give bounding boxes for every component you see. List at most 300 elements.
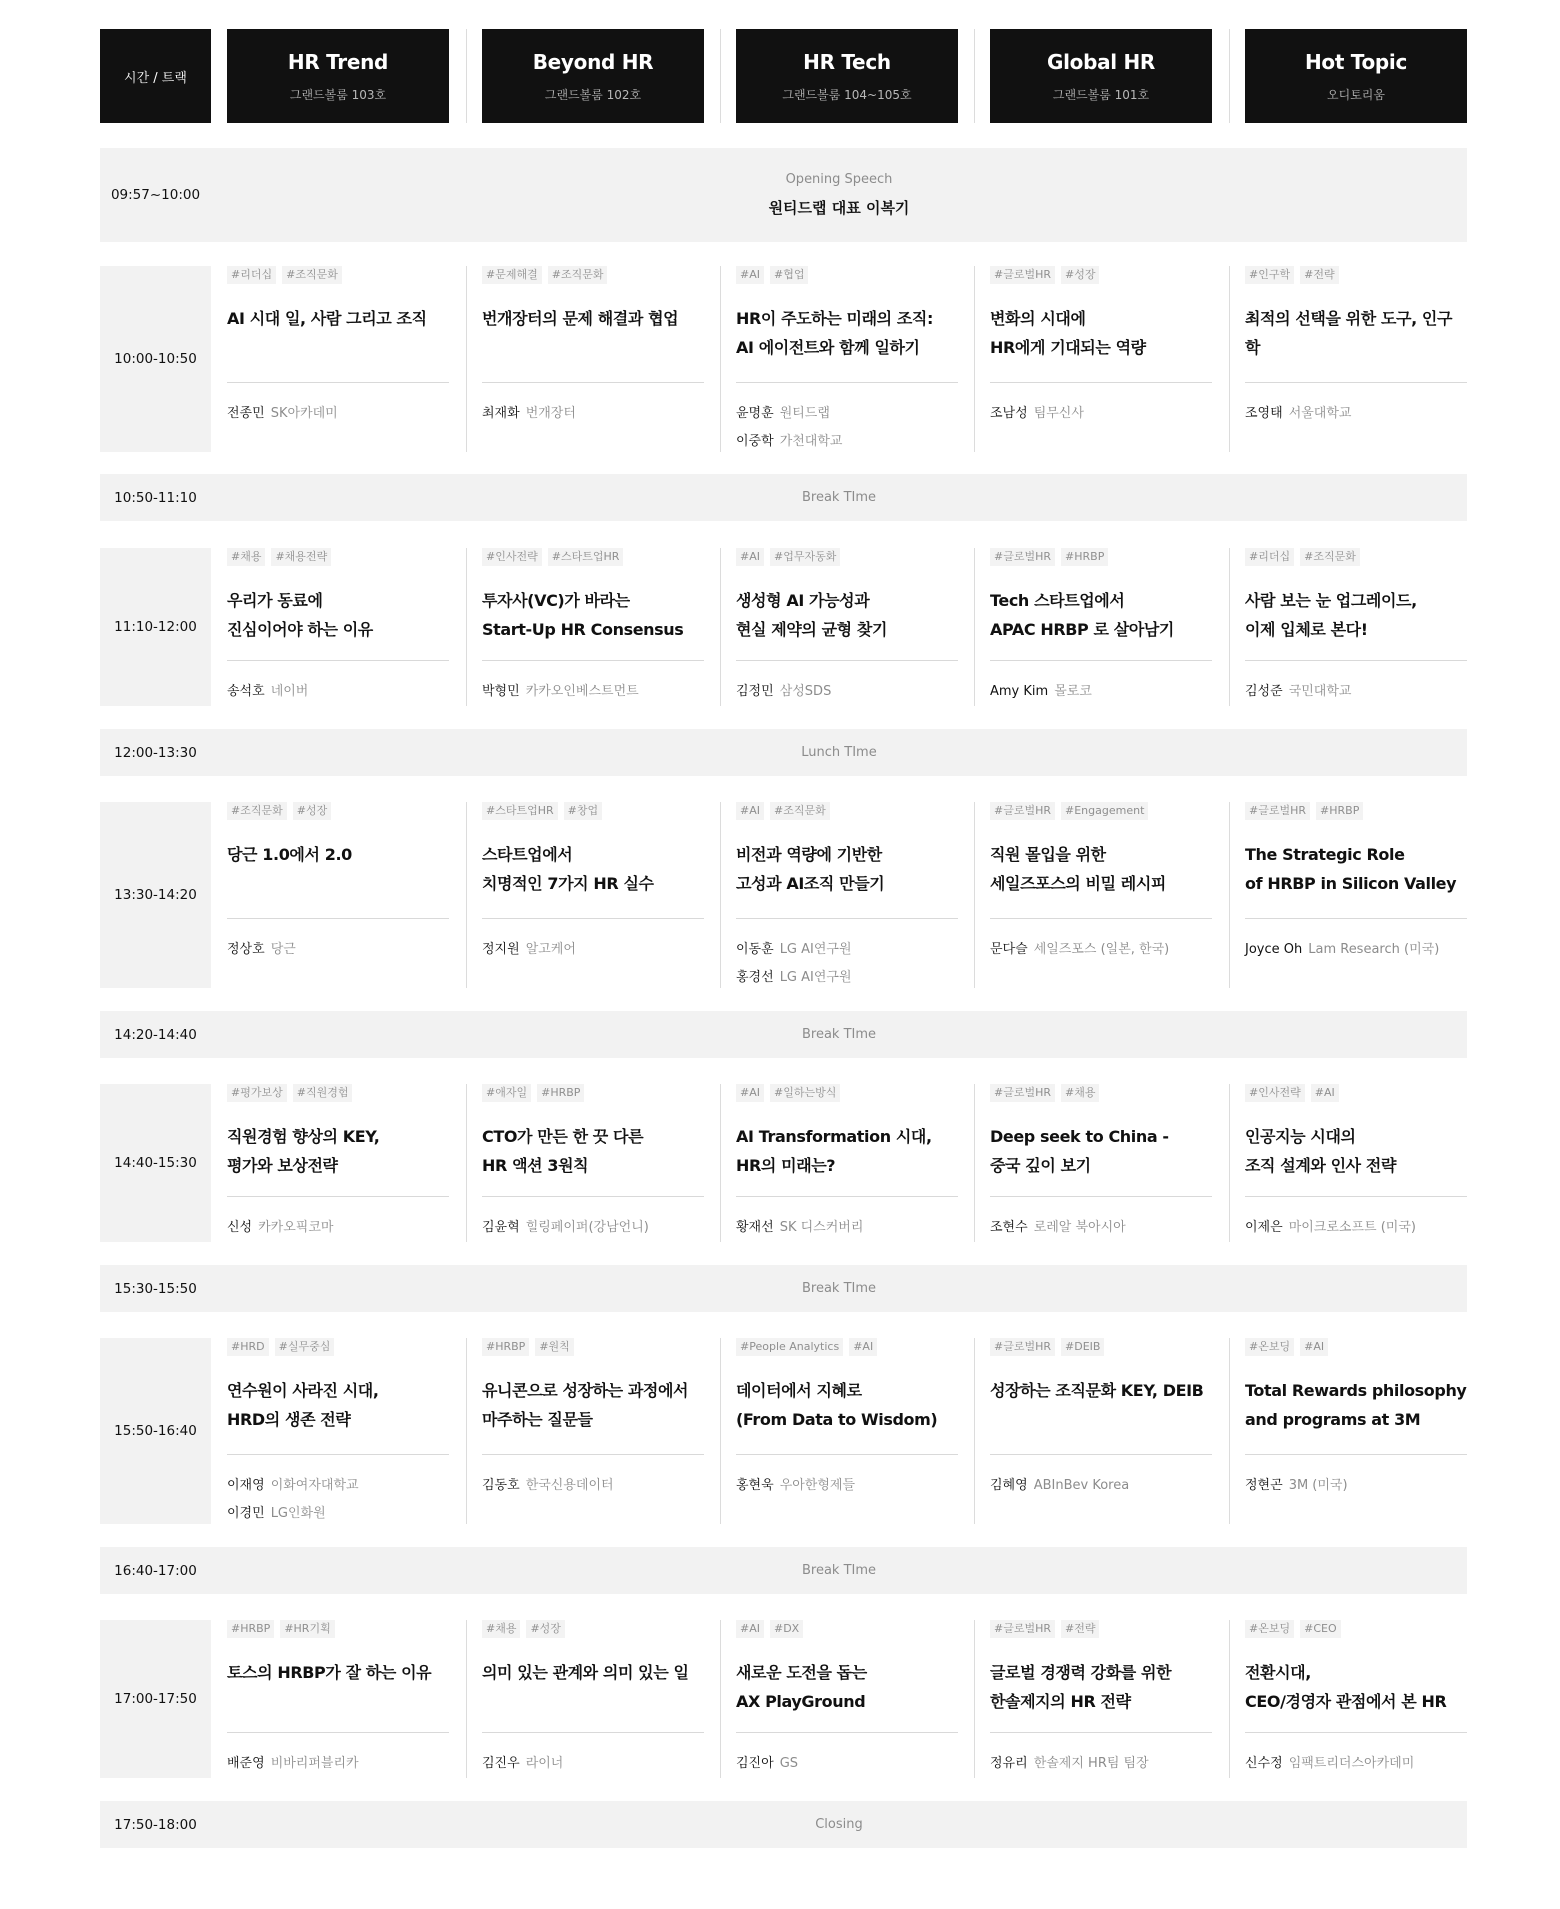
speaker-org: 팀무신사 — [1033, 406, 1084, 421]
speaker — [482, 678, 704, 706]
session-title[interactable]: HR이 주도하는 미래의 조직: AI 에이전트와 함께 일하기 — [736, 309, 933, 357]
break-label: Break TIme — [801, 1027, 877, 1042]
tag-chip[interactable]: #HRBP — [482, 1338, 529, 1356]
time-cell: 15:30-15:50 — [114, 1280, 197, 1297]
speaker-name: 박형민 — [482, 684, 520, 699]
tag-chip[interactable]: #조직문화 — [1300, 548, 1360, 566]
speaker-org: GS — [779, 1756, 799, 1771]
speaker — [990, 1750, 1212, 1778]
title-divider — [990, 1196, 1212, 1197]
session-card[interactable] — [736, 1620, 958, 1778]
title-divider — [1245, 1732, 1467, 1733]
speaker-org: 세일즈포스 (일본, 한국) — [1033, 942, 1170, 957]
session-card[interactable] — [990, 1620, 1212, 1778]
title-divider — [482, 1732, 704, 1733]
session-card[interactable] — [227, 548, 449, 706]
tag-chip[interactable]: #HRD — [227, 1338, 269, 1356]
tag-list — [736, 548, 958, 568]
session-card[interactable] — [736, 1338, 958, 1524]
session-title[interactable]: 성장하는 조직문화 KEY, DEIB — [990, 1381, 1204, 1400]
tag-chip[interactable]: #실무중심 — [275, 1338, 335, 1356]
tag-chip[interactable]: #DEIB — [1061, 1338, 1104, 1356]
tag-chip[interactable]: #글로벌HR — [990, 1620, 1055, 1638]
track-header-5[interactable] — [1245, 29, 1467, 123]
tag-list — [482, 1338, 704, 1358]
session-title[interactable]: 사람 보는 눈 업그레이드, 이제 입체로 본다! — [1245, 591, 1417, 639]
track-header-2[interactable] — [482, 29, 704, 123]
session-title[interactable]: 글로벌 경쟁력 강화를 위한 한솔제지의 HR 전략 — [990, 1663, 1172, 1711]
speaker-org: LG AI연구원 — [779, 970, 852, 985]
tag-chip[interactable]: #Engagement — [1061, 802, 1148, 820]
title-divider — [736, 918, 958, 919]
break-row — [100, 729, 1467, 776]
speaker — [1245, 936, 1467, 964]
speaker — [736, 678, 958, 706]
session-title[interactable]: 변화의 시대에 HR에게 기대되는 역량 — [990, 309, 1146, 357]
speaker-name: 김윤혁 — [482, 1220, 520, 1235]
tag-chip[interactable]: #전략 — [1300, 266, 1338, 284]
session-card[interactable] — [482, 266, 704, 452]
opening-row — [100, 148, 1467, 242]
session-row — [100, 802, 1467, 988]
time-track-header: 시간 / 트랙 — [100, 29, 211, 123]
tag-chip[interactable]: #AI — [736, 1084, 764, 1102]
tag-chip[interactable]: #글로벌HR — [990, 802, 1055, 820]
break-row — [100, 1547, 1467, 1594]
speaker-name: 신성 — [227, 1220, 253, 1235]
speaker-org: 로레알 북아시아 — [1033, 1220, 1126, 1235]
tag-chip[interactable]: #원칙 — [535, 1338, 573, 1356]
speaker-org: ABInBev Korea — [1033, 1478, 1130, 1493]
title-divider — [227, 660, 449, 661]
speaker-org: 라이너 — [525, 1756, 564, 1771]
tag-list — [227, 1620, 449, 1640]
speaker-org: 원티드랩 — [779, 406, 830, 421]
track-header-3[interactable] — [736, 29, 958, 123]
title-divider — [227, 918, 449, 919]
session-row — [100, 1620, 1467, 1778]
time-cell: 09:57~10:00 — [110, 187, 201, 203]
speaker — [1245, 1750, 1467, 1778]
tag-chip[interactable]: #글로벌HR — [990, 1084, 1055, 1102]
time-cell: 17:50-18:00 — [114, 1816, 197, 1833]
speaker-org: LG AI연구원 — [779, 942, 852, 957]
tag-chip[interactable]: #협업 — [770, 266, 808, 284]
tag-chip[interactable]: #CEO — [1300, 1620, 1341, 1638]
speaker — [227, 1750, 449, 1778]
time-cell: 17:00-17:50 — [100, 1620, 211, 1778]
speaker — [227, 1500, 449, 1528]
tag-chip[interactable]: #HRBP — [1316, 802, 1363, 820]
tag-chip[interactable]: #전략 — [1061, 1620, 1099, 1638]
session-title[interactable]: The Strategic Role of HRBP in Silicon Valley — [1245, 845, 1457, 893]
title-divider — [990, 660, 1212, 661]
speaker-name: 정유리 — [990, 1756, 1028, 1771]
tag-chip[interactable]: #HR기획 — [280, 1620, 334, 1638]
title-divider — [736, 660, 958, 661]
speaker-name: 이경민 — [227, 1506, 265, 1521]
session-row — [100, 1338, 1467, 1524]
speaker — [227, 400, 449, 428]
session-title[interactable]: 비전과 역량에 기반한 고성과 AI조직 만들기 — [736, 845, 885, 893]
speaker — [482, 1750, 704, 1778]
session-title[interactable]: 생성형 AI 가능성과 현실 제약의 균형 찾기 — [736, 591, 888, 639]
break-label: Break TIme — [801, 490, 877, 505]
session-card[interactable] — [990, 1338, 1212, 1524]
tag-list — [990, 548, 1212, 568]
session-card[interactable] — [1245, 1620, 1467, 1778]
speaker-name: 문다슬 — [990, 942, 1028, 957]
tag-chip[interactable]: #성장 — [526, 1620, 564, 1638]
session-title[interactable]: 스타트업에서 치명적인 7가지 HR 실수 — [482, 845, 654, 893]
session-card[interactable] — [227, 802, 449, 988]
session-card[interactable] — [990, 266, 1212, 452]
speaker — [736, 400, 958, 428]
column-divider — [974, 548, 975, 706]
speaker-name: 윤명훈 — [736, 406, 774, 421]
tag-list — [482, 266, 704, 286]
speaker — [1245, 678, 1467, 706]
tag-chip[interactable]: #HRBP — [537, 1084, 584, 1102]
session-card[interactable] — [1245, 548, 1467, 706]
column-divider — [466, 802, 467, 988]
column-divider — [1229, 802, 1230, 988]
session-title[interactable]: CTO가 만든 한 끗 다른 HR 액션 3원칙 — [482, 1127, 644, 1175]
track-title: HR Trend — [287, 49, 389, 74]
session-title[interactable]: 유니콘으로 성장하는 과정에서 마주하는 질문들 — [482, 1381, 689, 1429]
speaker-name: 배준영 — [227, 1756, 265, 1771]
tag-chip[interactable]: #AI — [849, 1338, 877, 1356]
session-card[interactable] — [1245, 266, 1467, 452]
tag-list — [227, 802, 449, 822]
time-cell: 15:50-16:40 — [100, 1338, 211, 1524]
title-divider — [482, 918, 704, 919]
opening-session[interactable] — [211, 148, 1467, 242]
column-divider — [1229, 1084, 1230, 1242]
session-title[interactable]: 토스의 HRBP가 잘 하는 이유 — [227, 1663, 432, 1682]
session-card[interactable] — [227, 1338, 449, 1524]
tag-list — [990, 1338, 1212, 1358]
title-divider — [1245, 382, 1467, 383]
session-card[interactable] — [482, 1084, 704, 1242]
speaker-org: 알고케어 — [525, 942, 576, 957]
session-card[interactable] — [1245, 1338, 1467, 1524]
tag-chip[interactable]: #리더십 — [1245, 548, 1294, 566]
speaker-org: 우아한형제들 — [779, 1478, 856, 1493]
speaker-name: 김동호 — [482, 1478, 520, 1493]
session-card[interactable] — [990, 802, 1212, 988]
tag-list — [1245, 1338, 1467, 1358]
tag-chip[interactable]: #인사전략 — [1245, 1084, 1305, 1102]
tag-chip[interactable]: #애자일 — [482, 1084, 531, 1102]
session-card[interactable] — [990, 1084, 1212, 1242]
title-divider — [990, 382, 1212, 383]
tag-chip[interactable]: #채용 — [482, 1620, 520, 1638]
speaker-org: 삼성SDS — [779, 684, 832, 699]
tag-chip[interactable]: #창업 — [564, 802, 602, 820]
session-title[interactable]: AI Transformation 시대, HR의 미래는? — [736, 1127, 932, 1175]
tag-list — [736, 802, 958, 822]
tag-chip[interactable]: #People Analytics — [736, 1338, 843, 1356]
tag-chip[interactable]: #AI — [1311, 1084, 1339, 1102]
time-cell: 14:20-14:40 — [114, 1026, 197, 1043]
column-divider — [466, 1084, 467, 1242]
column-divider — [1229, 1620, 1230, 1778]
tag-chip[interactable]: #DX — [770, 1620, 803, 1638]
title-divider — [736, 1196, 958, 1197]
session-card[interactable] — [990, 548, 1212, 706]
speaker-org: 임팩트리더스아카데미 — [1288, 1756, 1415, 1771]
tag-chip[interactable]: #직원경험 — [293, 1084, 353, 1102]
speaker — [736, 936, 958, 964]
speaker-name: 이제은 — [1245, 1220, 1283, 1235]
speaker — [990, 1472, 1212, 1500]
session-card[interactable] — [1245, 1084, 1467, 1242]
track-header-4[interactable] — [990, 29, 1212, 123]
tag-chip[interactable]: #조직문화 — [227, 802, 287, 820]
speaker — [736, 1214, 958, 1242]
title-divider — [227, 382, 449, 383]
opening-label: Opening Speech — [785, 172, 893, 187]
tag-list — [227, 548, 449, 568]
speaker — [227, 678, 449, 706]
speaker — [990, 678, 1212, 706]
session-title[interactable]: 직원경험 향상의 KEY, 평가와 보상전략 — [227, 1127, 380, 1175]
speaker — [990, 400, 1212, 428]
session-card[interactable] — [482, 1338, 704, 1524]
session-card[interactable] — [736, 1084, 958, 1242]
speaker — [736, 1472, 958, 1500]
speaker-org: 번개장터 — [525, 406, 576, 421]
session-title[interactable]: 투자사(VC)가 바라는 Start-Up HR Consensus — [482, 591, 684, 639]
column-divider — [974, 1620, 975, 1778]
speaker-name: 최재화 — [482, 406, 520, 421]
track-room: 그랜드볼룸 102호 — [544, 87, 642, 102]
tag-chip[interactable]: #HRBP — [227, 1620, 274, 1638]
speaker-org: 당근 — [270, 942, 296, 957]
title-divider — [1245, 660, 1467, 661]
title-divider — [482, 1196, 704, 1197]
session-title[interactable]: 새로운 도전을 돕는 AX PlayGround — [736, 1663, 867, 1711]
session-title[interactable]: 인공지능 시대의 조직 설계와 인사 전략 — [1245, 1127, 1397, 1175]
speaker-name: 김혜영 — [990, 1478, 1028, 1493]
track-room: 그랜드볼룸 101호 — [1052, 87, 1150, 102]
speaker-org: Lam Research (미국) — [1308, 942, 1440, 957]
speaker-org: 힐링페이퍼(강남언니) — [525, 1220, 649, 1235]
session-title[interactable]: Tech 스타트업에서 APAC HRBP 로 살아남기 — [990, 591, 1174, 639]
tag-list — [990, 1084, 1212, 1104]
tag-chip[interactable]: #AI — [1300, 1338, 1328, 1356]
tag-chip[interactable]: #AI — [736, 1620, 764, 1638]
session-card[interactable] — [736, 802, 958, 988]
time-cell: 13:30-14:20 — [100, 802, 211, 988]
session-title[interactable]: 우리가 동료에 진심이어야 하는 이유 — [227, 591, 373, 639]
speaker-name: Amy Kim — [990, 684, 1049, 699]
title-divider — [990, 1732, 1212, 1733]
session-title[interactable]: 연수원이 사라진 시대, HRD의 생존 전략 — [227, 1381, 379, 1429]
title-divider — [990, 1454, 1212, 1455]
tag-list — [227, 1084, 449, 1104]
tag-chip[interactable]: #스타트업HR — [548, 548, 624, 566]
column-divider — [974, 802, 975, 988]
speaker-name: 김성준 — [1245, 684, 1283, 699]
column-divider — [974, 1084, 975, 1242]
time-cell: 10:50-11:10 — [114, 489, 197, 506]
session-title[interactable]: 최적의 선택을 위한 도구, 인구학 — [1245, 309, 1453, 357]
title-divider — [736, 382, 958, 383]
column-divider — [720, 548, 721, 706]
column-divider — [720, 1620, 721, 1778]
tag-chip[interactable]: #조직문화 — [770, 802, 830, 820]
speaker-org: 국민대학교 — [1288, 684, 1352, 699]
title-divider — [482, 1454, 704, 1455]
tag-list — [736, 1338, 958, 1358]
column-divider — [720, 1084, 721, 1242]
speaker-name: 홍경선 — [736, 970, 774, 985]
speaker — [227, 1472, 449, 1500]
session-card[interactable] — [227, 1620, 449, 1778]
column-divider — [974, 29, 975, 123]
track-header-1[interactable] — [227, 29, 449, 123]
speaker-org: 이화여자대학교 — [270, 1478, 359, 1493]
speaker-org: 카카오픽코마 — [258, 1220, 334, 1235]
session-title[interactable]: AI 시대 일, 사람 그리고 조직 — [227, 309, 427, 328]
speaker-name: 이재영 — [227, 1478, 265, 1493]
speaker-name: 정지원 — [482, 942, 520, 957]
tag-chip[interactable]: #인구학 — [1245, 266, 1294, 284]
break-label: Break TIme — [801, 1563, 877, 1578]
session-row — [100, 548, 1467, 706]
speaker-name: 황재선 — [736, 1220, 774, 1235]
session-card[interactable] — [482, 548, 704, 706]
session-title[interactable]: 의미 있는 관계와 의미 있는 일 — [482, 1663, 689, 1682]
speaker-org: 서울대학교 — [1288, 406, 1352, 421]
title-divider — [1245, 1196, 1467, 1197]
speaker-name: 김진아 — [736, 1756, 774, 1771]
tag-list — [1245, 802, 1467, 822]
track-room: 오디토리움 — [1327, 87, 1385, 102]
tag-chip[interactable]: #글로벌HR — [990, 1338, 1055, 1356]
speaker-name: 정상호 — [227, 942, 265, 957]
session-card[interactable] — [227, 1084, 449, 1242]
track-title: Hot Topic — [1304, 49, 1408, 74]
opening-speaker: 원티드랩 대표 이복기 — [768, 199, 910, 217]
schedule-table — [100, 29, 1467, 1833]
table-header — [100, 29, 1467, 123]
column-divider — [974, 1338, 975, 1524]
tag-list — [990, 1620, 1212, 1640]
break-label: Break TIme — [801, 1281, 877, 1296]
tag-chip[interactable]: #인사전략 — [482, 548, 542, 566]
tag-chip[interactable]: #채용전략 — [271, 548, 331, 566]
speaker-name: Joyce Oh — [1245, 942, 1303, 957]
track-room: 그랜드볼룸 104~105호 — [782, 87, 912, 102]
session-title[interactable]: 당근 1.0에서 2.0 — [227, 845, 352, 864]
tag-chip[interactable]: #글로벌HR — [1245, 802, 1310, 820]
tag-chip[interactable]: #조직문화 — [282, 266, 342, 284]
title-divider — [736, 1732, 958, 1733]
tag-chip[interactable]: #문제해결 — [482, 266, 542, 284]
break-label: Closing — [815, 1817, 863, 1832]
tag-chip[interactable]: #조직문화 — [548, 266, 608, 284]
tag-chip[interactable]: #글로벌HR — [990, 548, 1055, 566]
speaker — [227, 1214, 449, 1242]
speaker — [482, 400, 704, 428]
column-divider — [466, 548, 467, 706]
column-divider — [466, 266, 467, 452]
session-title[interactable]: 전환시대, CEO/경영자 관점에서 본 HR — [1245, 1663, 1447, 1711]
tag-chip[interactable]: #성장 — [1061, 266, 1099, 284]
speaker — [990, 936, 1212, 964]
speaker-name: 홍현욱 — [736, 1478, 774, 1493]
track-room: 그랜드볼룸 103호 — [289, 87, 387, 102]
tag-chip[interactable]: #평가보상 — [227, 1084, 287, 1102]
speaker — [482, 1214, 704, 1242]
speaker-name: 김진우 — [482, 1756, 520, 1771]
speaker-name: 정현곤 — [1245, 1478, 1283, 1493]
session-title[interactable]: 직원 몰입을 위한 세일즈포스의 비밀 레시피 — [990, 845, 1166, 893]
tag-chip[interactable]: #AI — [736, 266, 764, 284]
tag-chip[interactable]: #업무자동화 — [770, 548, 840, 566]
tag-list — [227, 266, 449, 286]
tag-chip[interactable]: #리더십 — [227, 266, 276, 284]
speaker — [736, 1750, 958, 1778]
title-divider — [227, 1732, 449, 1733]
session-title[interactable]: 번개장터의 문제 해결과 협업 — [482, 309, 679, 328]
speaker-org: 가천대학교 — [779, 434, 843, 449]
speaker-org: 비바리퍼블리카 — [270, 1756, 359, 1771]
title-divider — [990, 918, 1212, 919]
session-card[interactable] — [1245, 802, 1467, 988]
tag-list — [1245, 266, 1467, 286]
column-divider — [1229, 1338, 1230, 1524]
speaker — [482, 1472, 704, 1500]
tag-list — [1245, 548, 1467, 568]
title-divider — [736, 1454, 958, 1455]
tag-chip[interactable]: #온보딩 — [1245, 1338, 1294, 1356]
tag-chip[interactable]: #스타트업HR — [482, 802, 558, 820]
tag-chip[interactable]: #글로벌HR — [990, 266, 1055, 284]
session-card[interactable] — [482, 802, 704, 988]
title-divider — [227, 1196, 449, 1197]
tag-chip[interactable]: #AI — [736, 802, 764, 820]
session-title[interactable]: Total Rewards philosophy and programs at 3M — [1245, 1381, 1467, 1429]
tag-chip[interactable]: #HRBP — [1061, 548, 1108, 566]
tag-chip[interactable]: #온보딩 — [1245, 1620, 1294, 1638]
session-card[interactable] — [227, 266, 449, 452]
break-row — [100, 474, 1467, 521]
tag-list — [990, 802, 1212, 822]
tag-chip[interactable]: #AI — [736, 548, 764, 566]
speaker — [482, 936, 704, 964]
speaker-org: 3M (미국) — [1288, 1478, 1348, 1493]
session-title[interactable]: 데이터에서 지혜로 (From Data to Wisdom) — [736, 1381, 938, 1429]
column-divider — [1229, 266, 1230, 452]
session-card[interactable] — [736, 266, 958, 452]
session-card[interactable] — [736, 548, 958, 706]
tag-chip[interactable]: #채용 — [227, 548, 265, 566]
column-divider — [974, 266, 975, 452]
speaker — [1245, 1214, 1467, 1242]
tag-chip[interactable]: #성장 — [293, 802, 331, 820]
tag-chip[interactable]: #채용 — [1061, 1084, 1099, 1102]
session-card[interactable] — [482, 1620, 704, 1778]
time-cell: 14:40-15:30 — [100, 1084, 211, 1242]
break-label: Lunch TIme — [801, 745, 877, 760]
tag-chip[interactable]: #일하는방식 — [770, 1084, 840, 1102]
session-title[interactable]: Deep seek to China - 중국 깊이 보기 — [990, 1127, 1169, 1175]
tag-list — [736, 1084, 958, 1104]
